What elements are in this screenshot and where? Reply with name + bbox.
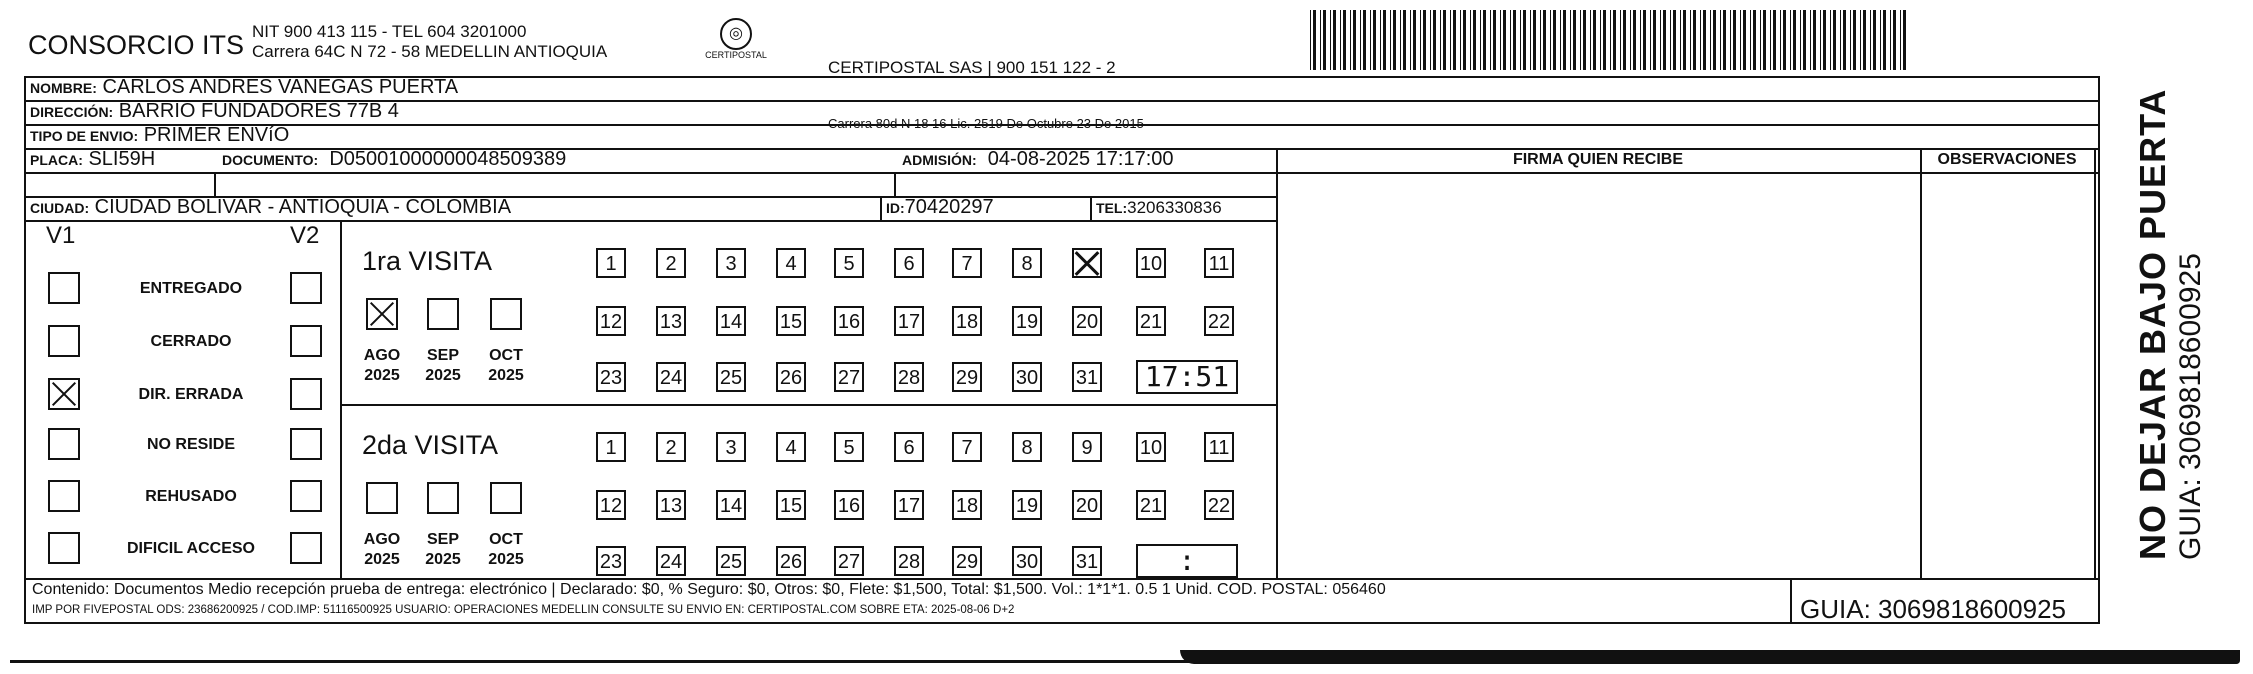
- status-v1-checkbox[interactable]: [48, 480, 80, 512]
- barcode-bar: [1633, 10, 1636, 70]
- day-checkbox[interactable]: 6: [894, 248, 924, 278]
- day-checkbox[interactable]: 18: [952, 490, 982, 520]
- visit-time-field[interactable]: 17:51: [1136, 360, 1238, 394]
- barcode-bar: [1683, 10, 1686, 70]
- barcode-bar: [1750, 10, 1751, 70]
- barcode-bar: [1373, 10, 1376, 70]
- barcode-bar: [1483, 10, 1486, 70]
- barcode-bar: [1773, 10, 1776, 70]
- day-checkbox[interactable]: [1072, 248, 1102, 278]
- barcode-bar: [1870, 10, 1871, 70]
- barcode-bar: [1593, 10, 1596, 70]
- day-checkbox[interactable]: 21: [1136, 490, 1166, 520]
- status-v1-checkbox[interactable]: [48, 272, 80, 304]
- month-year: 2025: [364, 367, 400, 384]
- month-label: [354, 530, 410, 570]
- barcode-bar: [1703, 10, 1706, 70]
- day-checkbox[interactable]: 5: [834, 432, 864, 462]
- day-checkbox[interactable]: 16: [834, 490, 864, 520]
- barcode-bar: [1780, 10, 1781, 70]
- barcode-bar: [1810, 10, 1811, 70]
- day-checkbox[interactable]: 15: [776, 490, 806, 520]
- barcode-bar: [1480, 10, 1481, 70]
- barcode-bar: [1600, 10, 1601, 70]
- status-v1-checkbox[interactable]: [48, 378, 80, 410]
- status-label: DIR. ERRADA: [138, 386, 244, 403]
- barcode-bar: [1853, 10, 1856, 70]
- company-info: [252, 22, 607, 62]
- barcode-bar: [1790, 10, 1791, 70]
- tel-value: 3206330836: [1127, 198, 1222, 217]
- barcode-bar: [1573, 10, 1576, 70]
- barcode-bar: [1493, 10, 1496, 70]
- barcode-bar: [1430, 10, 1431, 70]
- barcode-bar: [1700, 10, 1701, 70]
- day-checkbox[interactable]: 9: [1072, 432, 1102, 462]
- day-checkbox[interactable]: 20: [1072, 306, 1102, 336]
- month-name: OCT: [489, 531, 523, 548]
- day-checkbox[interactable]: 22: [1204, 306, 1234, 336]
- tel-label: TEL:: [1096, 200, 1128, 216]
- observaciones-header: OBSERVACIONES: [1937, 151, 2077, 168]
- barcode-bar: [1470, 10, 1471, 70]
- nombre-label: NOMBRE:: [30, 80, 97, 96]
- barcode-bar: [1420, 10, 1421, 70]
- barcode-bar: [1710, 10, 1711, 70]
- barcode-bar: [1903, 10, 1906, 70]
- day-checkbox[interactable]: 2: [656, 248, 686, 278]
- imp-line: IMP POR FIVEPOSTAL ODS: 23686200925 / COD.IMP: 51116500925 USUARIO: OPERACIONES MEDELLIN CONSULTE SU ENVIO EN: CERTIPOSTAL.COM SOBRE ETA: 2025-08-06 D+2: [32, 604, 1015, 616]
- barcode-bar: [1880, 10, 1881, 70]
- month-year: 2025: [364, 551, 400, 568]
- barcode-bar: [1783, 10, 1786, 70]
- barcode-bar: [1890, 10, 1891, 70]
- month-name: OCT: [489, 347, 523, 364]
- day-checkbox[interactable]: 11: [1204, 248, 1234, 278]
- day-checkbox[interactable]: 10: [1136, 432, 1166, 462]
- barcode-bar: [1433, 10, 1436, 70]
- logo-mark-icon: ◎: [720, 18, 752, 50]
- barcode-bar: [1540, 10, 1541, 70]
- barcode-bar: [1643, 10, 1646, 70]
- barcode-bar: [1340, 10, 1341, 70]
- barcode-bar: [1363, 10, 1366, 70]
- day-checkbox[interactable]: 3: [716, 248, 746, 278]
- status-label: REHUSADO: [145, 488, 237, 505]
- barcode-bar: [1390, 10, 1391, 70]
- documento-field: [222, 148, 566, 171]
- visit-title: 2da VISITA: [362, 430, 499, 460]
- barcode-bar: [1443, 10, 1446, 70]
- guia-footer: GUIA: 3069818600925: [1800, 594, 2066, 624]
- barcode-bar: [1553, 10, 1556, 70]
- month-label: [415, 530, 471, 570]
- barcode-bar: [1423, 10, 1426, 70]
- day-checkbox[interactable]: 25: [716, 362, 746, 392]
- id-field: [886, 196, 994, 219]
- barcode-bar: [1320, 10, 1321, 70]
- month-year: 2025: [425, 367, 461, 384]
- barcode-bar: [1813, 10, 1816, 70]
- month-year: 2025: [488, 367, 524, 384]
- barcode-bar: [1543, 10, 1546, 70]
- status-v2-checkbox[interactable]: [290, 532, 322, 564]
- status-label: CERRADO: [150, 333, 232, 350]
- logo-text: CERTIPOSTAL: [705, 50, 767, 60]
- barcode-bar: [1833, 10, 1836, 70]
- barcode-bar: [1663, 10, 1666, 70]
- day-checkbox[interactable]: 14: [716, 490, 746, 520]
- day-checkbox[interactable]: 13: [656, 490, 686, 520]
- barcode-bar: [1830, 10, 1831, 70]
- barcode-bar: [1803, 10, 1806, 70]
- firma-header: FIRMA QUIEN RECIBE: [1512, 151, 1684, 168]
- barcode-bar: [1883, 10, 1886, 70]
- tipo-value: PRIMER ENVíO: [143, 124, 290, 146]
- barcode-bar: [1330, 10, 1331, 70]
- barcode-bar: [1670, 10, 1671, 70]
- barcode-bar: [1460, 10, 1461, 70]
- barcode-bar: [1413, 10, 1416, 70]
- barcode-bar: [1403, 10, 1406, 70]
- barcode-bar: [1490, 10, 1491, 70]
- month-checkbox[interactable]: [490, 298, 522, 330]
- day-checkbox[interactable]: 31: [1072, 546, 1102, 576]
- nit-line: NIT 900 413 115 - TEL 604 3201000: [252, 22, 527, 41]
- day-checkbox[interactable]: 27: [834, 362, 864, 392]
- barcode-bar: [1763, 10, 1766, 70]
- barcode-bar: [1900, 10, 1901, 70]
- month-label: [478, 530, 534, 570]
- month-year: 2025: [488, 551, 524, 568]
- visit-time-field[interactable]: :: [1136, 544, 1238, 578]
- day-checkbox[interactable]: 1: [596, 248, 626, 278]
- day-checkbox[interactable]: 23: [596, 362, 626, 392]
- observations-area[interactable]: [1922, 174, 2092, 576]
- barcode-bar: [1613, 10, 1616, 70]
- id-label: ID:: [886, 200, 905, 216]
- day-checkbox[interactable]: 28: [894, 362, 924, 392]
- barcode-bar: [1753, 10, 1756, 70]
- barcode-bar: [1473, 10, 1476, 70]
- contenido-line: Contenido: Documentos Medio recepción prueba de entrega: electrónico | Declarado: $0, % Seguro: $0, Otros: $0, Flete: $1,500, Total: $1,500. Vol.: 1*1*1. 0.5 1 Unid. COD. POSTAL: 056460: [32, 581, 1386, 598]
- barcode-bar: [1823, 10, 1826, 70]
- barcode-bar: [1400, 10, 1401, 70]
- day-checkbox[interactable]: 2: [656, 432, 686, 462]
- side-guia: GUIA: 3069818600925: [2174, 253, 2207, 560]
- month-label: [415, 346, 471, 386]
- barcode-bar: [1653, 10, 1656, 70]
- barcode-bar: [1550, 10, 1551, 70]
- day-checkbox[interactable]: 20: [1072, 490, 1102, 520]
- day-checkbox[interactable]: 24: [656, 546, 686, 576]
- barcode-bar: [1850, 10, 1851, 70]
- day-checkbox[interactable]: 14: [716, 306, 746, 336]
- barcode-bar: [1463, 10, 1466, 70]
- barcode-bar: [1530, 10, 1531, 70]
- barcode-bar: [1350, 10, 1351, 70]
- barcode-bar: [1510, 10, 1511, 70]
- barcode-bar: [1370, 10, 1371, 70]
- barcode-bar: [1603, 10, 1606, 70]
- barcode-bar: [1873, 10, 1876, 70]
- day-checkbox[interactable]: 7: [952, 432, 982, 462]
- barcode-bar: [1583, 10, 1586, 70]
- day-checkbox[interactable]: 26: [776, 362, 806, 392]
- direccion-value: BARRIO FUNDADORES 77B 4: [118, 100, 399, 122]
- barcode-bar: [1450, 10, 1451, 70]
- ciudad-field: [30, 196, 511, 219]
- barcode-bar: [1360, 10, 1361, 70]
- v2-header: V2: [290, 222, 320, 249]
- barcode-bar: [1760, 10, 1761, 70]
- status-label: NO RESIDE: [146, 436, 235, 453]
- documento-value: D05001000000048509389: [329, 148, 567, 170]
- day-checkbox[interactable]: 17: [894, 490, 924, 520]
- day-checkbox[interactable]: 28: [894, 546, 924, 576]
- day-checkbox[interactable]: 17: [894, 306, 924, 336]
- company-name: CONSORCIO ITS: [28, 30, 245, 60]
- barcode-bar: [1860, 10, 1861, 70]
- status-label: ENTREGADO: [139, 280, 243, 297]
- day-checkbox[interactable]: 29: [952, 362, 982, 392]
- barcode-bar: [1840, 10, 1841, 70]
- status-v2-checkbox[interactable]: [290, 272, 322, 304]
- barcode-bar: [1640, 10, 1641, 70]
- barcode-bar: [1693, 10, 1696, 70]
- day-checkbox[interactable]: 18: [952, 306, 982, 336]
- barcode-bar: [1513, 10, 1516, 70]
- barcode-bar: [1680, 10, 1681, 70]
- day-checkbox[interactable]: 27: [834, 546, 864, 576]
- barcode-bar: [1793, 10, 1796, 70]
- day-checkbox[interactable]: 30: [1012, 362, 1042, 392]
- month-checkbox[interactable]: [427, 298, 459, 330]
- status-v2-checkbox[interactable]: [290, 378, 322, 410]
- barcode-bar: [1660, 10, 1661, 70]
- day-checkbox[interactable]: 24: [656, 362, 686, 392]
- barcode-bar: [1770, 10, 1771, 70]
- barcode-bar: [1610, 10, 1611, 70]
- placa-field: [30, 148, 155, 171]
- tel-field: [1096, 198, 1222, 218]
- barcode-bar: [1563, 10, 1566, 70]
- address-line: Carrera 64C N 72 - 58 MEDELLIN ANTIOQUIA: [252, 42, 608, 61]
- placa-label: PLACA:: [30, 152, 83, 168]
- day-checkbox[interactable]: 1: [596, 432, 626, 462]
- nombre-field: [30, 76, 458, 99]
- month-name: SEP: [426, 347, 459, 364]
- tipo-field: [30, 124, 289, 147]
- barcode-bar: [1863, 10, 1866, 70]
- barcode-bar: [1333, 10, 1336, 70]
- status-v2-checkbox[interactable]: [290, 480, 322, 512]
- barcode-bar: [1713, 10, 1716, 70]
- day-checkbox[interactable]: 16: [834, 306, 864, 336]
- tipo-label: TIPO DE ENVIO:: [30, 128, 139, 144]
- barcode-bar: [1723, 10, 1726, 70]
- signature-area[interactable]: [1278, 174, 1918, 576]
- id-value: 70420297: [904, 196, 994, 218]
- barcode-bar: [1383, 10, 1386, 70]
- status-label: DIFICIL ACCESO: [126, 540, 255, 557]
- barcode-bar: [1733, 10, 1736, 70]
- certipostal-logo: [700, 18, 772, 58]
- day-checkbox[interactable]: 12: [596, 490, 626, 520]
- ciudad-label: CIUDAD:: [30, 200, 90, 216]
- side-text: [2132, 89, 2208, 560]
- barcode-bar: [1520, 10, 1521, 70]
- barcode-bar: [1623, 10, 1626, 70]
- day-checkbox[interactable]: 4: [776, 432, 806, 462]
- barcode-bar: [1440, 10, 1441, 70]
- status-v2-checkbox[interactable]: [290, 325, 322, 357]
- day-checkbox[interactable]: 13: [656, 306, 686, 336]
- month-label: [354, 346, 410, 386]
- barcode-bar: [1503, 10, 1506, 70]
- day-checkbox[interactable]: 3: [716, 432, 746, 462]
- v1-header: V1: [46, 222, 76, 249]
- barcode-bar: [1580, 10, 1581, 70]
- day-checkbox[interactable]: 19: [1012, 306, 1042, 336]
- status-v1-checkbox[interactable]: [48, 428, 80, 460]
- day-checkbox[interactable]: 30: [1012, 546, 1042, 576]
- barcode-bar: [1380, 10, 1381, 70]
- day-checkbox[interactable]: 4: [776, 248, 806, 278]
- barcode-bar: [1893, 10, 1896, 70]
- day-checkbox[interactable]: 5: [834, 248, 864, 278]
- barcode-bar: [1570, 10, 1571, 70]
- documento-label: DOCUMENTO:: [222, 152, 319, 168]
- month-name: AGO: [363, 347, 401, 364]
- barcode-bar: [1740, 10, 1741, 70]
- status-v1-checkbox[interactable]: [48, 532, 80, 564]
- day-checkbox[interactable]: 26: [776, 546, 806, 576]
- barcode-bar: [1590, 10, 1591, 70]
- day-checkbox[interactable]: 12: [596, 306, 626, 336]
- day-checkbox[interactable]: 6: [894, 432, 924, 462]
- admision-label: ADMISIÓN:: [902, 152, 977, 168]
- barcode-bar: [1393, 10, 1396, 70]
- bottom-edge-mark: [1180, 650, 2240, 664]
- barcode-bar: [1533, 10, 1536, 70]
- month-checkbox[interactable]: [366, 482, 398, 514]
- day-checkbox[interactable]: 29: [952, 546, 982, 576]
- barcode-bar: [1323, 10, 1326, 70]
- month-label: [478, 346, 534, 386]
- day-checkbox[interactable]: 11: [1204, 432, 1234, 462]
- day-checkbox[interactable]: 25: [716, 546, 746, 576]
- day-checkbox[interactable]: 21: [1136, 306, 1166, 336]
- barcode-bar: [1560, 10, 1561, 70]
- barcode-bar: [1843, 10, 1846, 70]
- barcode-bar: [1313, 10, 1316, 70]
- nombre-value: CARLOS ANDRES VANEGAS PUERTA: [102, 76, 459, 98]
- day-checkbox[interactable]: 7: [952, 248, 982, 278]
- barcode-bar: [1410, 10, 1411, 70]
- month-year: 2025: [425, 551, 461, 568]
- day-checkbox[interactable]: 8: [1012, 248, 1042, 278]
- month-checkbox[interactable]: [490, 482, 522, 514]
- month-name: SEP: [426, 531, 459, 548]
- day-checkbox[interactable]: 10: [1136, 248, 1166, 278]
- barcode-bar: [1690, 10, 1691, 70]
- admision-value: 04-08-2025 17:17:00: [987, 148, 1174, 170]
- status-v1-checkbox[interactable]: [48, 325, 80, 357]
- barcode-bar: [1453, 10, 1456, 70]
- barcode-bar: [1820, 10, 1821, 70]
- barcode-bar: [1310, 10, 1311, 70]
- admision-field: [902, 148, 1174, 171]
- barcode-bar: [1353, 10, 1356, 70]
- barcode-bar: [1730, 10, 1731, 70]
- barcode-bar: [1800, 10, 1801, 70]
- warning-text: NO DEJAR BAJO PUERTA: [2132, 88, 2173, 560]
- day-checkbox[interactable]: 15: [776, 306, 806, 336]
- day-checkbox[interactable]: 22: [1204, 490, 1234, 520]
- carrier-line: CERTIPOSTAL SAS | 900 151 122 - 2: [828, 58, 1116, 77]
- carrier-license: Carrera 80d N 18 16 Lic. 2519 De Octubre 23 De 2015: [828, 116, 1144, 131]
- month-checkbox[interactable]: [427, 482, 459, 514]
- month-name: AGO: [363, 531, 401, 548]
- barcode-bar: [1630, 10, 1631, 70]
- barcode-bar: [1500, 10, 1501, 70]
- day-checkbox[interactable]: 31: [1072, 362, 1102, 392]
- barcode-bar: [1743, 10, 1746, 70]
- day-checkbox[interactable]: 19: [1012, 490, 1042, 520]
- barcode-bar: [1650, 10, 1651, 70]
- day-checkbox[interactable]: 8: [1012, 432, 1042, 462]
- direccion-field: [30, 100, 399, 123]
- barcode-bar: [1620, 10, 1621, 70]
- month-checkbox[interactable]: [366, 298, 398, 330]
- direccion-label: DIRECCIÓN:: [30, 104, 114, 120]
- barcode-bar: [1720, 10, 1721, 70]
- barcode-bar: [1673, 10, 1676, 70]
- barcode-bar: [1343, 10, 1346, 70]
- visit-title: 1ra VISITA: [362, 246, 493, 276]
- status-v2-checkbox[interactable]: [290, 428, 322, 460]
- ciudad-value: CIUDAD BOLIVAR - ANTIOQUIA - COLOMBIA: [94, 196, 512, 218]
- placa-value: SLI59H: [88, 148, 156, 170]
- day-checkbox[interactable]: 23: [596, 546, 626, 576]
- barcode-bar: [1523, 10, 1526, 70]
- barcode: [1310, 10, 1910, 70]
